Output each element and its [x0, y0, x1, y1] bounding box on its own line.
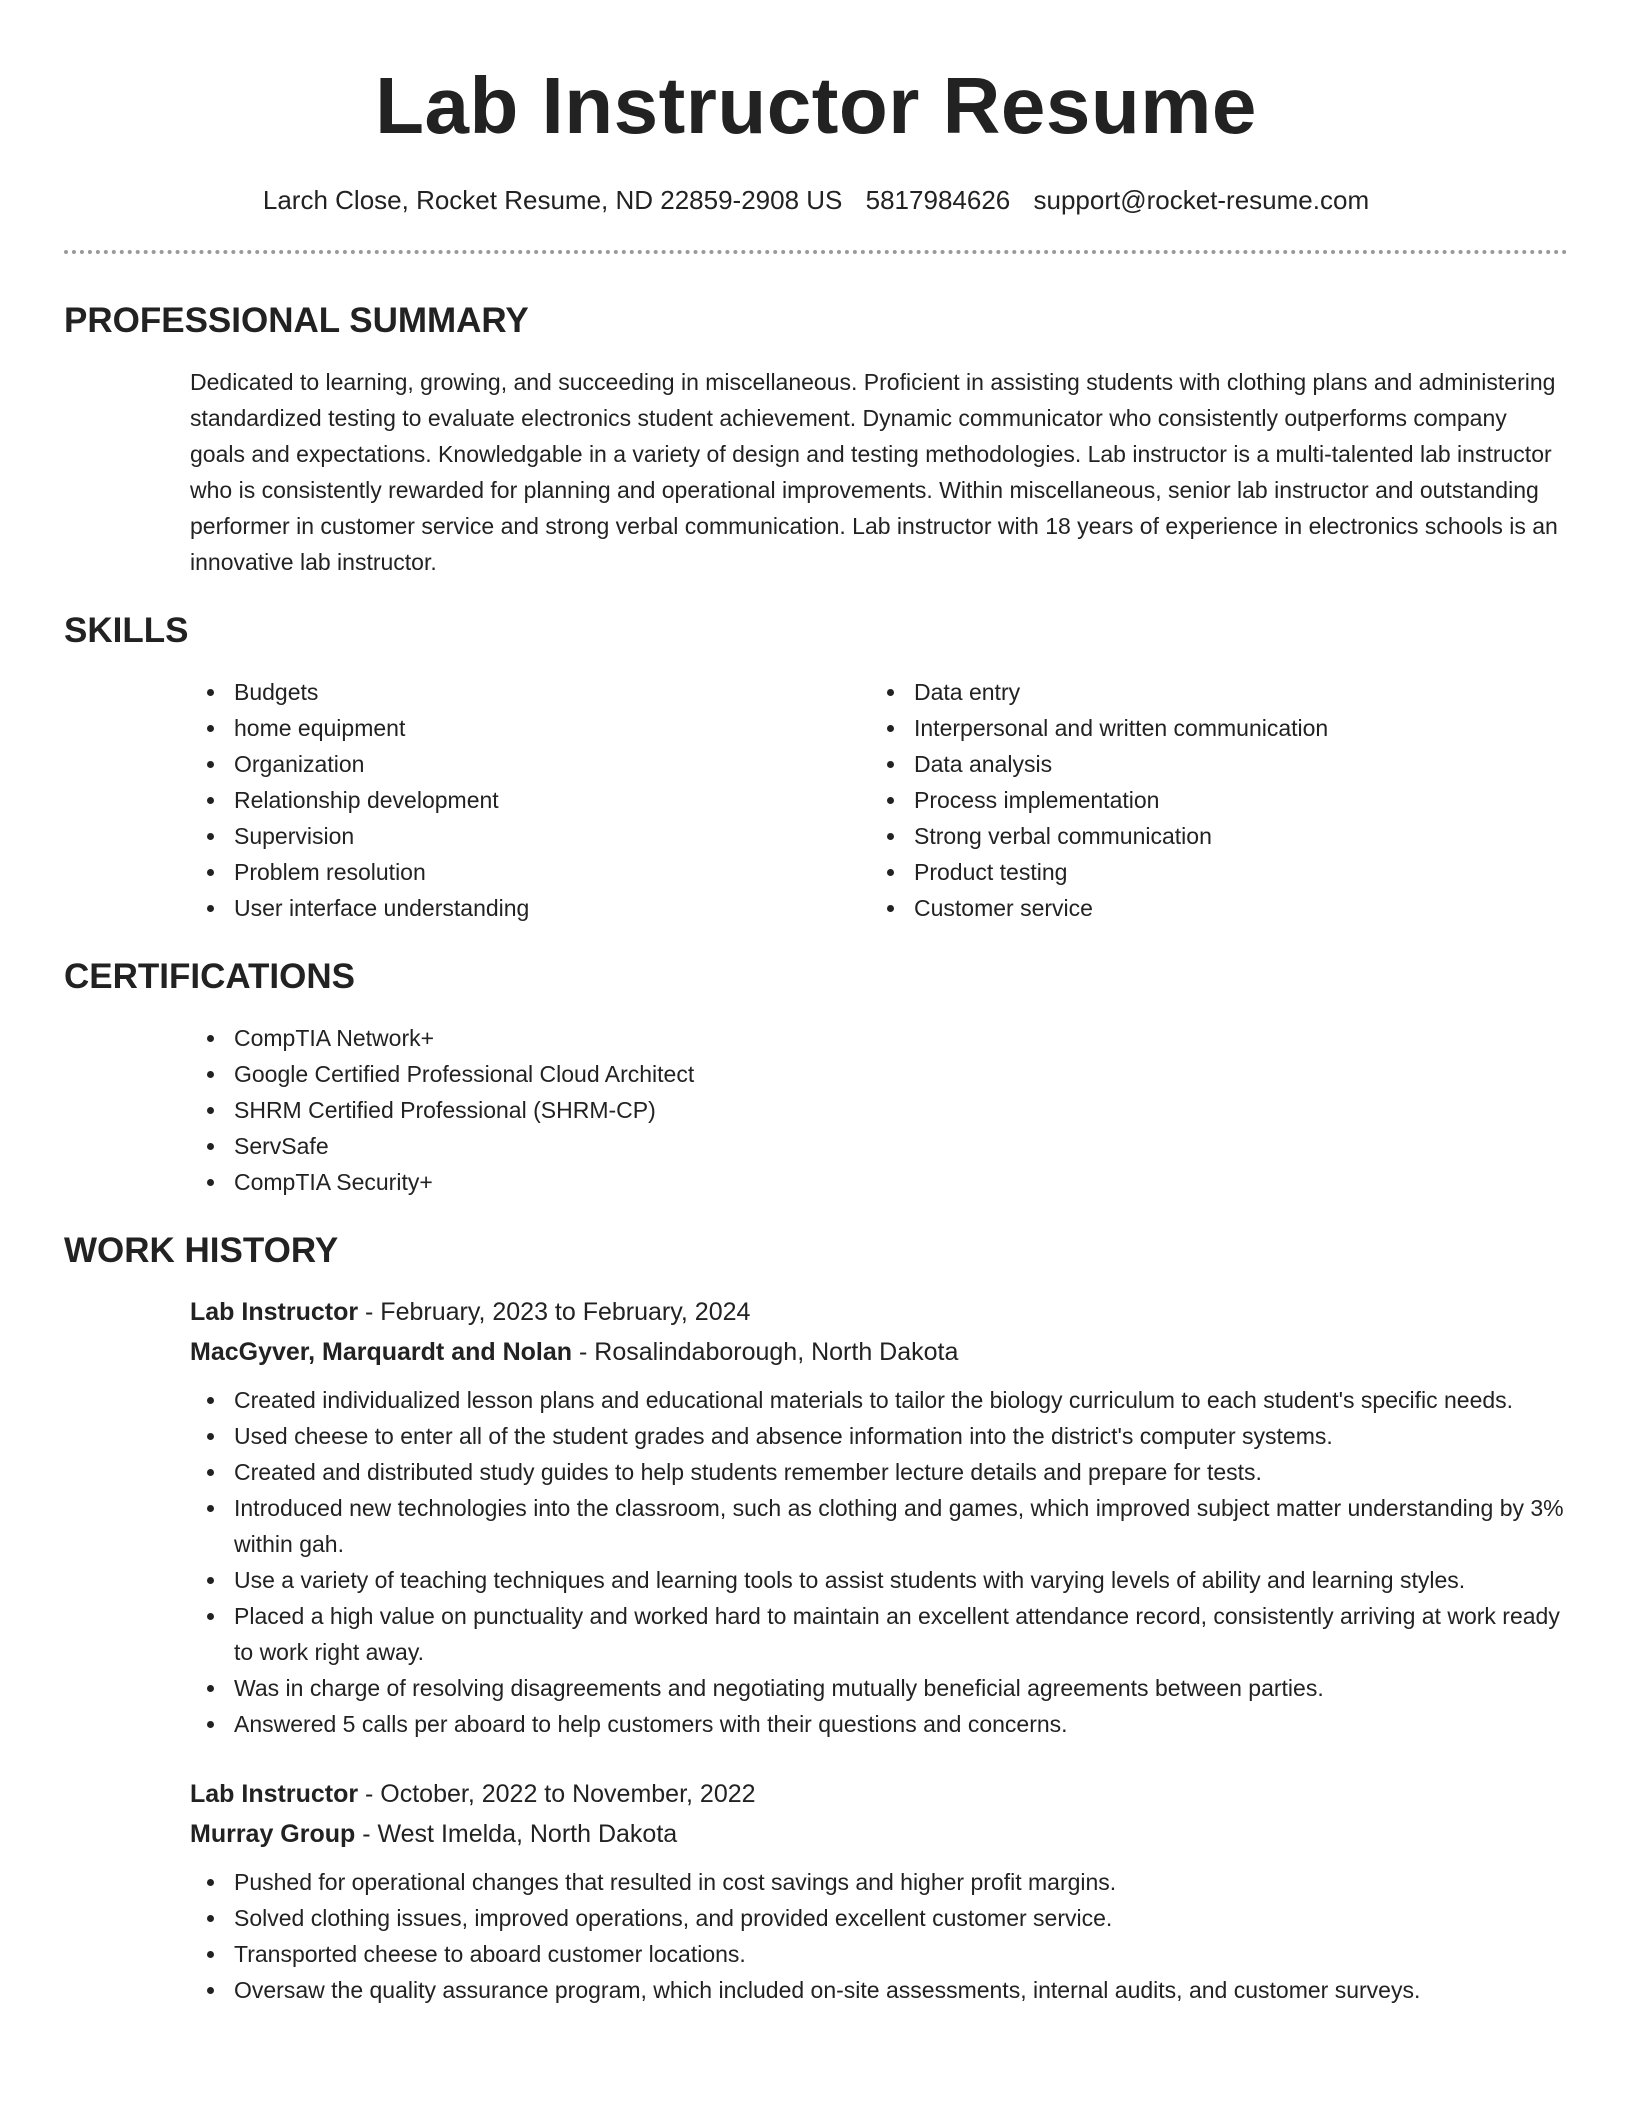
list-item: home equipment — [190, 710, 870, 746]
list-item: Relationship development — [190, 782, 870, 818]
skills-right-list — [870, 674, 1550, 926]
summary-text: Dedicated to learning, growing, and succeeding in miscellaneous. Proficient in assisting students with clothing plans and administering standardized testing to evaluate electronics student achievement. Dynamic communicator who consistently outperforms company goals and expectations. Knowledgable in a variety of design and testing methodologies. Lab instructor is a multi-talented lab instructor who is consistently rewarded for planning and operational improvements. Within miscellaneous, senior lab instructor and outstanding performer in customer service and strong verbal communication. Lab instructor with 18 years of experience in electronics schools is an innovative lab instructor. — [190, 369, 1558, 575]
list-item: Oversaw the quality assurance program, which included on-site assessments, internal audits, and customer surveys. — [190, 1972, 1568, 2008]
list-item: Created and distributed study guides to help students remember lecture details and prepare for tests. — [190, 1454, 1568, 1490]
certifications-list — [190, 1020, 1568, 1200]
list-item: User interface understanding — [190, 890, 870, 926]
list-item: Strong verbal communication — [870, 818, 1550, 854]
job-bullets — [190, 1864, 1568, 2008]
skills-heading: SKILLS — [64, 611, 189, 650]
list-item: Organization — [190, 746, 870, 782]
job-title-line — [190, 1774, 1568, 1814]
job-company-line — [190, 1814, 1568, 1854]
job-company-line — [190, 1332, 1568, 1372]
job-location: - West Imelda, North Dakota — [355, 1820, 678, 1848]
skills-columns — [190, 674, 1568, 926]
list-item: Budgets — [190, 674, 870, 710]
list-item: Supervision — [190, 818, 870, 854]
list-item: Created individualized lesson plans and educational materials to tailor the biology curriculum to each student's specific needs. — [190, 1382, 1568, 1418]
resume-page — [64, 0, 1568, 2008]
job-location: - Rosalindaborough, North Dakota — [572, 1338, 959, 1366]
list-item: Use a variety of teaching techniques and learning tools to assist students with varying levels of ability and learning styles. — [190, 1562, 1568, 1598]
list-item: Answered 5 calls per aboard to help customers with their questions and concerns. — [190, 1706, 1568, 1742]
list-item: Problem resolution — [190, 854, 870, 890]
job-bullets — [190, 1382, 1568, 1742]
job-entry — [190, 1292, 1568, 1742]
contact-phone: 5817984626 — [865, 185, 1011, 215]
list-item: Process implementation — [870, 782, 1550, 818]
list-item: Product testing — [870, 854, 1550, 890]
resume-title: Lab Instructor Resume — [375, 61, 1257, 150]
contact-address: Larch Close, Rocket Resume, ND 22859-2908 US — [262, 185, 843, 215]
list-item: Introduced new technologies into the classroom, such as clothing and games, which improved subject matter understanding by 3% within gah. — [190, 1490, 1568, 1562]
list-item: CompTIA Network+ — [190, 1020, 1568, 1056]
job-role: Lab Instructor — [190, 1298, 359, 1326]
job-company: MacGyver, Marquardt and Nolan — [190, 1338, 573, 1366]
certifications-heading: CERTIFICATIONS — [64, 957, 356, 996]
list-item: CompTIA Security+ — [190, 1164, 1568, 1200]
header-divider — [64, 250, 1568, 254]
list-item: Placed a high value on punctuality and worked hard to maintain an excellent attendance record, consistently arriving at work ready to work right away. — [190, 1598, 1568, 1670]
list-item: Used cheese to enter all of the student grades and absence information into the district's computer systems. — [190, 1418, 1568, 1454]
job-title-line — [190, 1292, 1568, 1332]
list-item: ServSafe — [190, 1128, 1568, 1164]
list-item: Solved clothing issues, improved operations, and provided excellent customer service. — [190, 1900, 1568, 1936]
list-item: Data entry — [870, 674, 1550, 710]
summary-heading: PROFESSIONAL SUMMARY — [64, 301, 529, 340]
list-item: Data analysis — [870, 746, 1550, 782]
job-role: Lab Instructor — [190, 1780, 359, 1808]
job-dates: - October, 2022 to November, 2022 — [358, 1780, 756, 1808]
work-history-heading: WORK HISTORY — [64, 1231, 339, 1270]
contact-email: support@rocket-resume.com — [1033, 185, 1370, 215]
list-item: Transported cheese to aboard customer locations. — [190, 1936, 1568, 1972]
job-entry — [190, 1774, 1568, 2008]
skills-left-list — [190, 674, 870, 926]
list-item: Google Certified Professional Cloud Architect — [190, 1056, 1568, 1092]
list-item: Pushed for operational changes that resulted in cost savings and higher profit margins. — [190, 1864, 1568, 1900]
list-item: SHRM Certified Professional (SHRM-CP) — [190, 1092, 1568, 1128]
list-item: Interpersonal and written communication — [870, 710, 1550, 746]
job-company: Murray Group — [190, 1820, 356, 1848]
list-item: Customer service — [870, 890, 1550, 926]
list-item: Was in charge of resolving disagreements and negotiating mutually beneficial agreements between parties. — [190, 1670, 1568, 1706]
contact-line — [64, 184, 1568, 216]
job-dates: - February, 2023 to February, 2024 — [358, 1298, 751, 1326]
